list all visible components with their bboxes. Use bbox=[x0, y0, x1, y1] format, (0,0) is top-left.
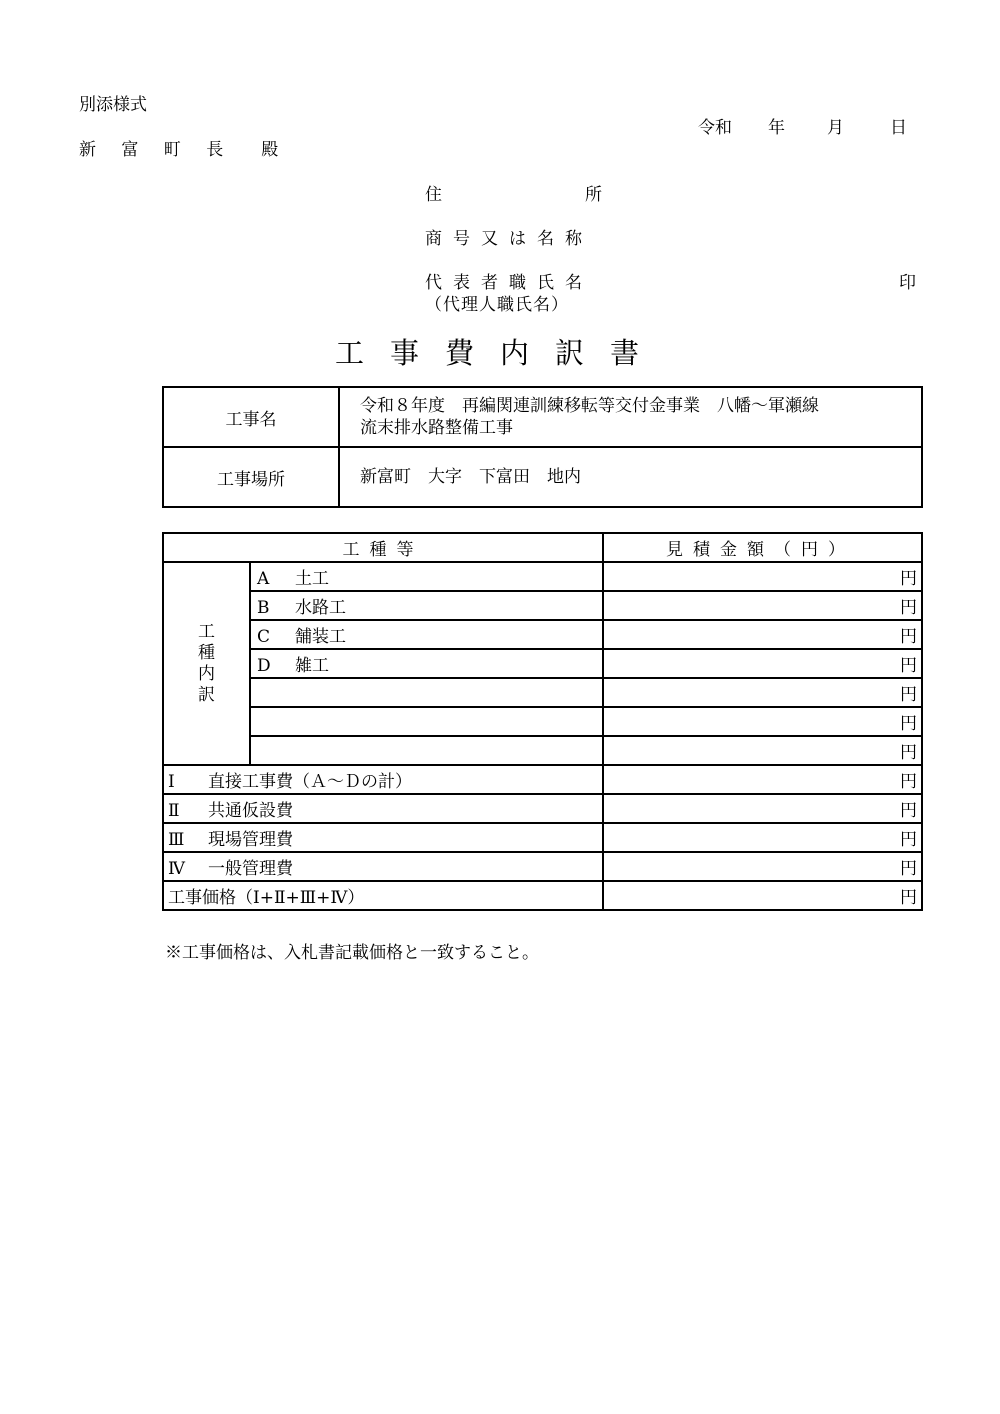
table-row bbox=[163, 678, 922, 707]
item-d: D 雑工 bbox=[250, 649, 603, 678]
item-blank bbox=[250, 736, 603, 765]
item-blank bbox=[250, 707, 603, 736]
project-name-value: 令和８年度 再編関連訓練移転等交付金事業 八幡～軍瀬線 流末排水路整備工事 bbox=[339, 387, 922, 447]
header-estimate-amount: 見積金額（円） bbox=[603, 533, 922, 562]
item-blank bbox=[250, 678, 603, 707]
amount-cell: 円 bbox=[603, 794, 922, 823]
project-location-value: 新富町 大字 下富田 地内 bbox=[339, 447, 922, 507]
item-c: C 舗装工 bbox=[250, 620, 603, 649]
table-row bbox=[163, 736, 922, 765]
date-line bbox=[698, 113, 907, 138]
representative-label: 代表者職氏名 bbox=[425, 273, 593, 293]
summary-row bbox=[163, 881, 922, 910]
summary-row bbox=[163, 852, 922, 881]
summary-row bbox=[163, 765, 922, 794]
general-management-cost-label: Ⅳ 一般管理費 bbox=[163, 852, 603, 881]
header-work-type: 工種等 bbox=[163, 533, 603, 562]
amount-cell: 円 bbox=[603, 765, 922, 794]
project-location-row bbox=[163, 447, 922, 507]
date-year: 年 bbox=[768, 118, 785, 138]
date-era: 令和 bbox=[698, 118, 732, 138]
project-name-row bbox=[163, 387, 922, 447]
recipient-honorific: 殿 bbox=[261, 140, 289, 160]
table-row bbox=[163, 591, 922, 620]
table-row bbox=[163, 707, 922, 736]
item-b: B 水路工 bbox=[250, 591, 603, 620]
page-title: 工事費内訳書 bbox=[335, 336, 666, 370]
item-a: A 土工 bbox=[250, 562, 603, 591]
work-breakdown-side-label: 工 種 内 訳 bbox=[163, 562, 250, 765]
amount-cell: 円 bbox=[603, 736, 922, 765]
address-label: 住 所 bbox=[425, 185, 602, 205]
date-day: 日 bbox=[890, 118, 907, 138]
seal-label: 印 bbox=[899, 273, 916, 293]
project-info-table bbox=[162, 386, 923, 508]
agent-label: （代理人職氏名） bbox=[425, 295, 569, 315]
table-row bbox=[163, 562, 922, 591]
amount-cell: 円 bbox=[603, 562, 922, 591]
table-row bbox=[163, 620, 922, 649]
project-location-label: 工事場所 bbox=[163, 447, 339, 507]
amount-cell: 円 bbox=[603, 881, 922, 910]
amount-cell: 円 bbox=[603, 678, 922, 707]
footnote: ※工事価格は、入札書記載価格と一致すること。 bbox=[165, 943, 539, 963]
summary-row bbox=[163, 794, 922, 823]
amount-cell: 円 bbox=[603, 591, 922, 620]
date-month: 月 bbox=[827, 118, 844, 138]
project-name-label: 工事名 bbox=[163, 387, 339, 447]
site-management-cost-label: Ⅲ 現場管理費 bbox=[163, 823, 603, 852]
summary-row bbox=[163, 823, 922, 852]
recipient bbox=[79, 135, 288, 160]
recipient-name: 新 富 町 長 bbox=[79, 140, 234, 160]
amount-cell: 円 bbox=[603, 620, 922, 649]
cost-breakdown-table bbox=[162, 532, 923, 911]
direct-cost-label: Ⅰ 直接工事費（Ａ～Ｄの計） bbox=[163, 765, 603, 794]
amount-cell: 円 bbox=[603, 707, 922, 736]
table-row bbox=[163, 649, 922, 678]
company-label: 商号又は名称 bbox=[425, 229, 593, 249]
common-temporary-cost-label: Ⅱ 共通仮設費 bbox=[163, 794, 603, 823]
amount-cell: 円 bbox=[603, 823, 922, 852]
construction-price-label: 工事価格（Ⅰ+Ⅱ+Ⅲ+Ⅳ） bbox=[163, 881, 603, 910]
form-label: 別添様式 bbox=[79, 95, 147, 115]
amount-cell: 円 bbox=[603, 852, 922, 881]
breakdown-header-row bbox=[163, 533, 922, 562]
amount-cell: 円 bbox=[603, 649, 922, 678]
